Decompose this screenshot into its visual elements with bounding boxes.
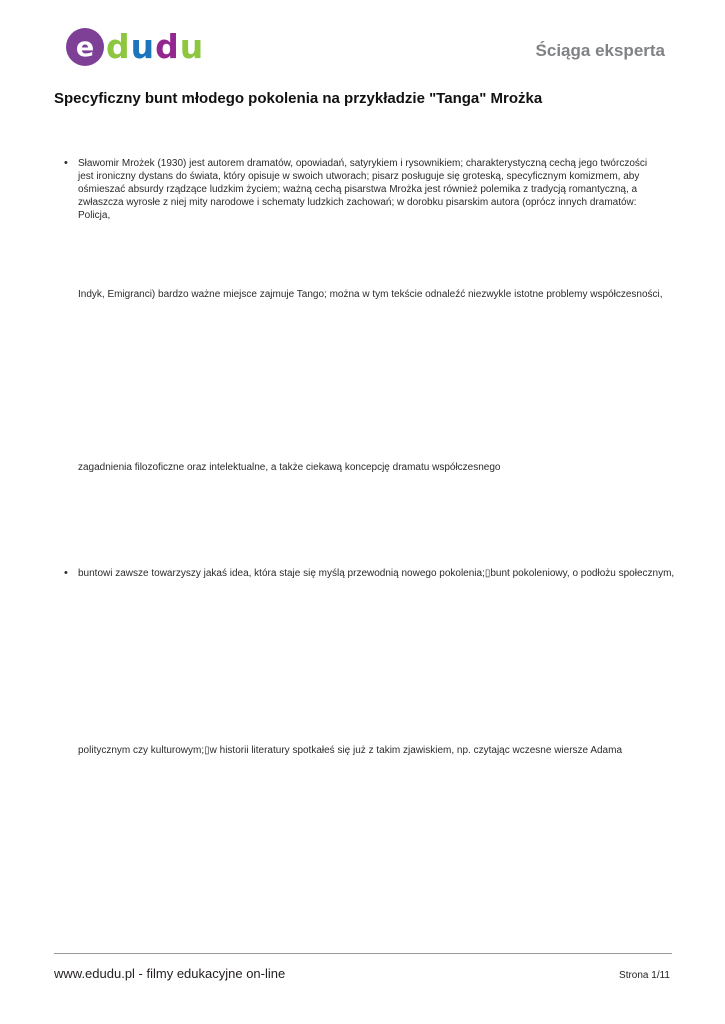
- bullet-dot: •: [64, 567, 68, 579]
- paragraph: Indyk, Emigranci) bardzo ważne miejsce zajmuje Tango; można w tym tekście odnaleźć niezwykle istotne problemy współczesności,: [78, 289, 663, 300]
- brand-tagline: Ściąga eksperta: [535, 41, 665, 60]
- paragraph: zagadnienia filozoficzne oraz intelektualne, a także ciekawą koncepcję dramatu współczesnego: [78, 462, 501, 473]
- logo-letter-u1: u: [130, 27, 154, 66]
- logo-letter-d1: d: [106, 27, 129, 66]
- bullet-item: [64, 567, 704, 580]
- logo-letter-u2: u: [179, 27, 203, 66]
- edudu-logo: [66, 26, 202, 68]
- bullet-text: Sławomir Mrożek (1930) jest autorem dramatów, opowiadań, satyrykiem i rysownikiem; charakterystyczną cechą jego twórczości jest ironiczny dystans do świata, który opisuje w swoich utworach; pisarz posługuje się groteską, specyficznym komizmem, aby ośmieszać absurdy rządzące ludzkim życiem; ważną cechą pisarstwa Mrożka jest również polemika z tradycją romantyczną, a zwłaszcza wyrosłe z niej mity narodowe i schematy ludzkich zachowań; w dorobku pisarskim autora (oprócz innych dramatów: Policja,: [78, 158, 648, 221]
- bullet-text: buntowi zawsze towarzyszy jakaś idea, która staje się myślą przewodnią nowego pokolenia;▯bunt pokoleniowy, o podłożu społecznym,: [78, 568, 675, 579]
- footer-page-number: Strona 1/11: [619, 970, 670, 981]
- page-title: Specyficzny bunt młodego pokolenia na przykładzie "Tanga" Mrożka: [54, 90, 543, 107]
- bullet-item: [64, 157, 664, 222]
- logo-letter-d2: d: [155, 27, 178, 66]
- bullet-dot: •: [64, 157, 68, 169]
- logo-letter-e-circle: e: [66, 28, 104, 66]
- footer-divider: [54, 953, 672, 954]
- footer-site-text: www.edudu.pl - filmy edukacyjne on-line: [54, 966, 286, 981]
- paragraph: politycznym czy kulturowym;▯w historii literatury spotkałeś się już z takim zjawiskiem, np. czytając wczesne wiersze Adama: [78, 745, 623, 756]
